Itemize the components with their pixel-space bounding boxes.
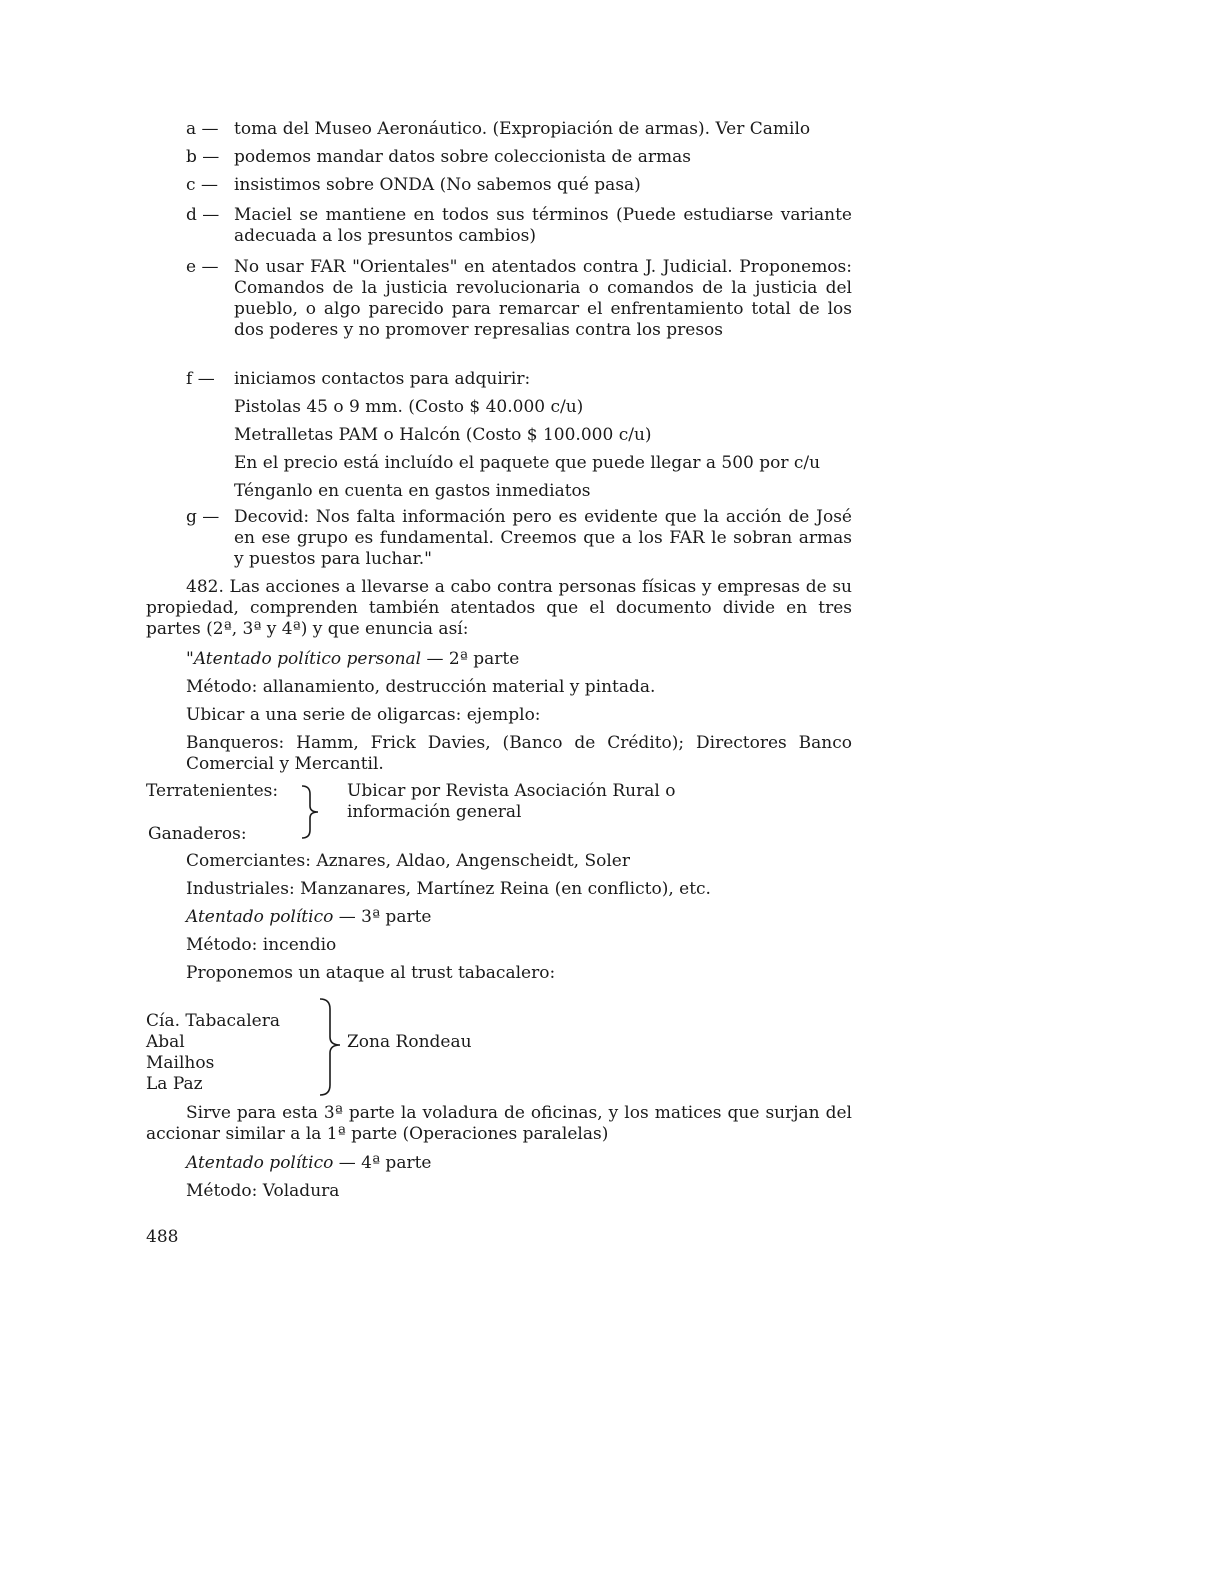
list-letter: e — bbox=[186, 257, 219, 277]
part3-heading-italic: Atentado político bbox=[186, 907, 334, 927]
brace-text-1: Ubicar por Revista Asociación Rural o bbox=[347, 781, 676, 801]
list-item-g bbox=[186, 507, 852, 570]
part2-comerciantes: Comerciantes: Aznares, Aldao, Angenscheidt, Soler bbox=[186, 851, 630, 871]
list-text: toma del Museo Aeronáutico. (Expropiación de armas). Ver Camilo bbox=[234, 119, 811, 139]
page-number: 488 bbox=[146, 1227, 179, 1247]
list-text: No usar FAR "Orientales" en atentados contra J. Judicial. Proponemos: Comandos de la justicia revolucionaria o comandos de la justicia del pueblo, o algo parecido para remarcar el enfrentamiento total de los dos poderes y no promover represalias contra los presos bbox=[234, 257, 852, 340]
part4-heading-italic: Atentado político bbox=[186, 1153, 334, 1173]
list-letter: a — bbox=[186, 119, 219, 139]
part3-proponemos: Proponemos un ataque al trust tabacalero: bbox=[186, 963, 556, 983]
right-brace-icon bbox=[298, 784, 322, 840]
company-item: La Paz bbox=[146, 1074, 203, 1094]
f-item-precio: En el precio está incluído el paquete que puede llegar a 500 por c/u bbox=[234, 453, 821, 473]
terratenientes-label: Terratenientes: bbox=[146, 781, 279, 801]
list-text: Maciel se mantiene en todos sus términos (Puede estudiarse variante adecuada a los presuntos cambios) bbox=[234, 205, 852, 246]
part4-heading bbox=[186, 1153, 852, 1174]
list-letter: f — bbox=[186, 369, 215, 389]
brace-text-2: información general bbox=[347, 802, 522, 822]
right-brace-icon bbox=[314, 997, 344, 1097]
list-item-a bbox=[186, 119, 852, 140]
paragraph-482: 482. Las acciones a llevarse a cabo contra personas físicas y empresas de su propiedad, comprenden también atentados que el documento divide en tres partes (2ª, 3ª y 4ª) y que enuncia así: bbox=[146, 577, 852, 639]
part2-banqueros: Banqueros: Hamm, Frick Davies, (Banco de Crédito); Directores Banco Comercial y Mercantil. bbox=[186, 733, 852, 774]
part3-heading bbox=[186, 907, 852, 928]
part2-ubicar: Ubicar a una serie de oligarcas: ejemplo: bbox=[186, 705, 541, 725]
part3-heading-rest: — 3ª parte bbox=[338, 907, 432, 927]
list-item-b bbox=[186, 147, 852, 168]
f-item-metralletas: Metralletas PAM o Halcón (Costo $ 100.000 c/u) bbox=[234, 425, 652, 445]
list-item-f bbox=[186, 369, 852, 390]
company-item: Mailhos bbox=[146, 1053, 215, 1073]
list-letter: c — bbox=[186, 175, 218, 195]
f-item-pistolas: Pistolas 45 o 9 mm. (Costo $ 40.000 c/u) bbox=[234, 397, 584, 417]
part3-metodo: Método: incendio bbox=[186, 935, 337, 955]
list-letter: b — bbox=[186, 147, 220, 167]
part2-heading-rest: — 2ª parte bbox=[426, 649, 520, 669]
list-item-c bbox=[186, 175, 852, 196]
company-item: Cía. Tabacalera bbox=[146, 1011, 280, 1031]
part2-industriales: Industriales: Manzanares, Martínez Reina (en conflicto), etc. bbox=[186, 879, 711, 899]
list-text: podemos mandar datos sobre coleccionista de armas bbox=[234, 147, 691, 167]
company-item: Abal bbox=[146, 1032, 185, 1052]
list-text: iniciamos contactos para adquirir: bbox=[234, 369, 531, 389]
ganaderos-label: Ganaderos: bbox=[148, 824, 247, 844]
part4-heading-rest: — 4ª parte bbox=[338, 1153, 432, 1173]
list-item-d bbox=[186, 205, 852, 247]
list-text: Decovid: Nos falta información pero es evidente que la acción de José en ese grupo es fundamental. Creemos que a los FAR le sobran armas y puestos para luchar." bbox=[234, 507, 852, 569]
f-item-tenganlo: Ténganlo en cuenta en gastos inmediatos bbox=[234, 481, 591, 501]
zona-rondeau: Zona Rondeau bbox=[347, 1032, 472, 1052]
list-item-e bbox=[186, 257, 852, 341]
part2-heading bbox=[186, 649, 852, 670]
part2-heading-italic: "Atentado político personal bbox=[186, 649, 422, 669]
list-letter: g — bbox=[186, 507, 220, 527]
part2-metodo: Método: allanamiento, destrucción material y pintada. bbox=[186, 677, 656, 697]
list-letter: d — bbox=[186, 205, 220, 225]
part4-metodo: Método: Voladura bbox=[186, 1181, 340, 1201]
part3-sirve: Sirve para esta 3ª parte la voladura de oficinas, y los matices que surjan del accionar similar a la 1ª parte (Operaciones paralelas) bbox=[146, 1103, 852, 1144]
list-text: insistimos sobre ONDA (No sabemos qué pasa) bbox=[234, 175, 641, 195]
